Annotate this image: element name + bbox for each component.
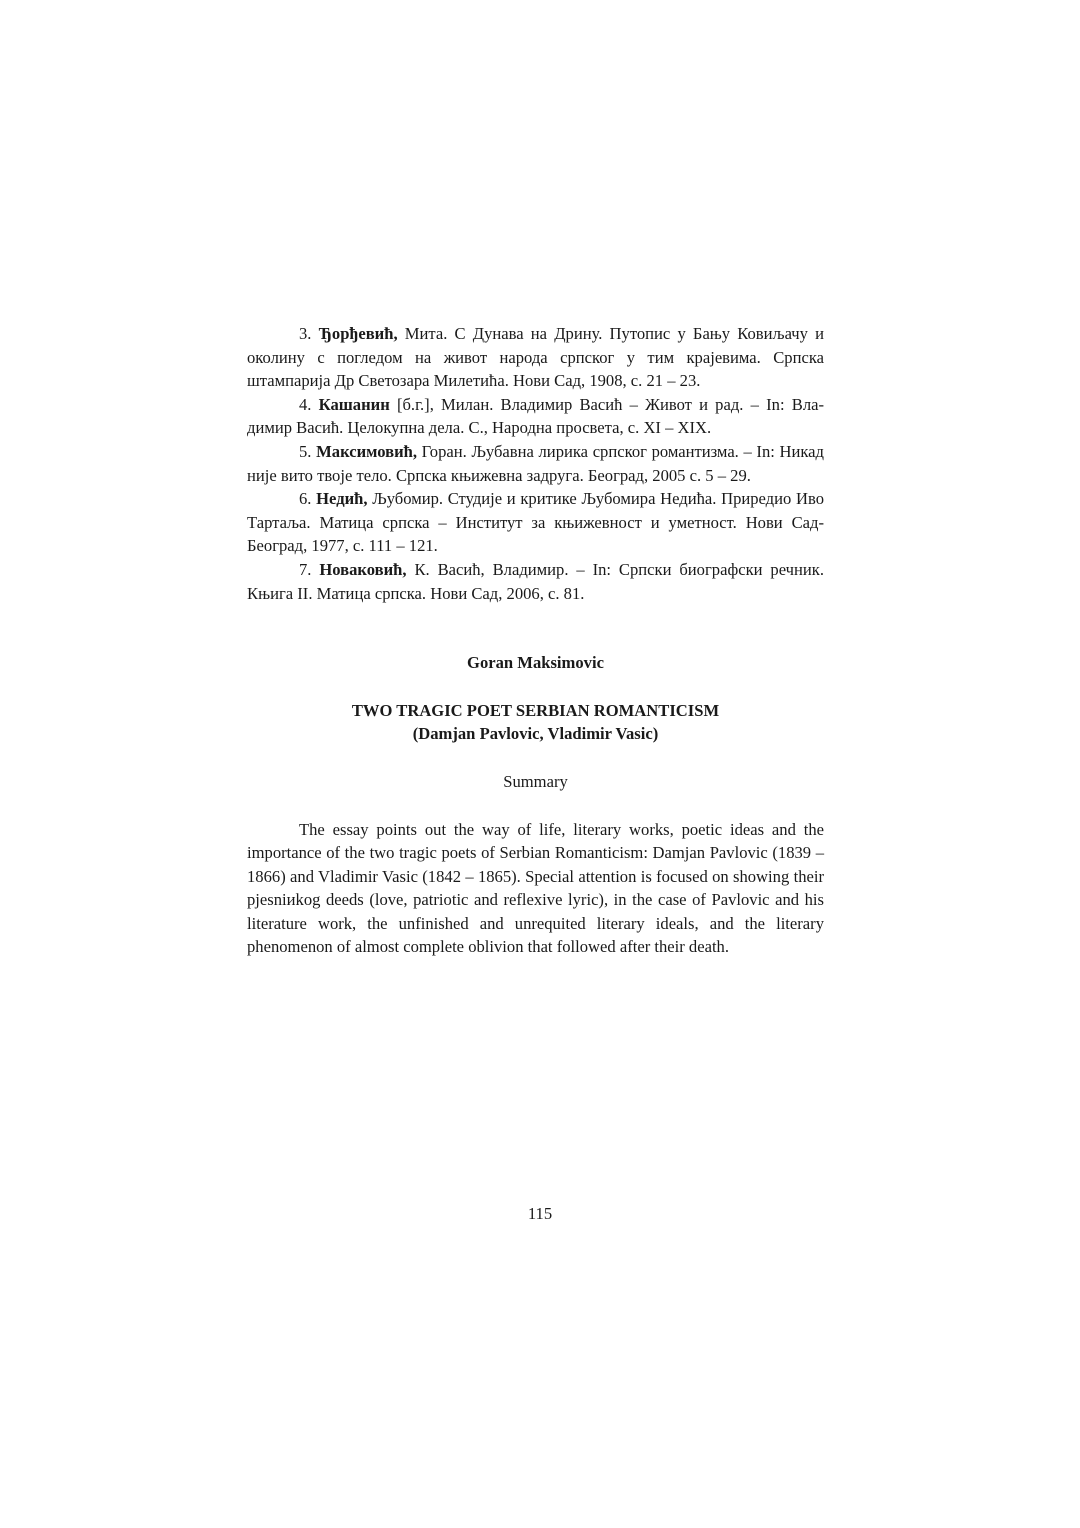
- reference-author: Новаковић,: [319, 559, 407, 579]
- reference-text: Љубомир. Студије и критике Љубомира Недића. Приредио Иво Тартаља. Матица српска – Институт за књижевност и уметност. Нови Сад-Београд, 1977, с. 111 – 121.: [247, 489, 824, 556]
- summary-subtitle: (Damjan Pavlovic, Vladimir Vasic): [412, 724, 659, 744]
- reference-text: Горан. Љубавна лирика српског романтизма. – In: Никад није вито твоје тело. Српска књижевна задруга. Београд, 2005 с. 5 – 29.: [247, 441, 824, 485]
- reference-author: Недић,: [316, 489, 368, 509]
- summary-title: TWO TRAGIC POET SERBIAN ROMANTICISM: [351, 700, 720, 720]
- reference-text: К. Васић, Владимир. – In: Српски биографски речник. Књига II. Матица српска. Нови Сад, 2006, с. 81.: [247, 559, 824, 603]
- reference-text: [б.г.], Милан. Владимир Васић – Живот и рад. – In: Вла-димир Васић. Целокупна дела. С., Народна просвета, с. XI – XIX.: [247, 394, 824, 438]
- reference-author: Кашанин: [318, 394, 390, 414]
- summary-text: The essay points out the way of life, literary works, poetic ideas and the importance of the two tragic poets of Serbian Romanticism: Damjan Pavlovic (1839 – 1866) and Vladimir Vasic (1842 – 1865). Special attention is focused on showing their pjesniиkog deeds (love, patriotic and reflexive lyric), in the case of Pavlovic and his literature work, the unfinished and unrequited literary ideals, and the literary phenomenon of almost complete oblivion that followed after their death.: [247, 819, 824, 957]
- reference-item: [247, 440, 824, 487]
- reference-number: 7.: [299, 559, 312, 579]
- reference-author: Ђорђевић,: [318, 324, 398, 343]
- reference-list: [247, 322, 824, 605]
- reference-author: Максимовић,: [316, 441, 418, 461]
- summary-author: Goran Maksimovic: [467, 653, 604, 673]
- reference-text: Мита. С Дунава на Дрину. Путопис у Бању Ковиљачу и околину с погледом на живот народа српског у тим крајевима. Српска штампарија Др Светозара Милетића. Нови Сад, 1908, с. 21 – 23.: [247, 324, 824, 391]
- page-number: 115: [527, 1204, 553, 1223]
- reference-item: [247, 558, 824, 605]
- reference-item: [247, 322, 824, 393]
- reference-number: 6.: [299, 489, 312, 509]
- reference-number: 4.: [299, 394, 312, 414]
- reference-item: [247, 487, 824, 558]
- summary-heading: Summary: [503, 771, 568, 791]
- reference-item: [247, 393, 824, 440]
- reference-number: 3.: [299, 324, 312, 343]
- reference-number: 5.: [299, 441, 312, 461]
- page-content: [247, 322, 824, 959]
